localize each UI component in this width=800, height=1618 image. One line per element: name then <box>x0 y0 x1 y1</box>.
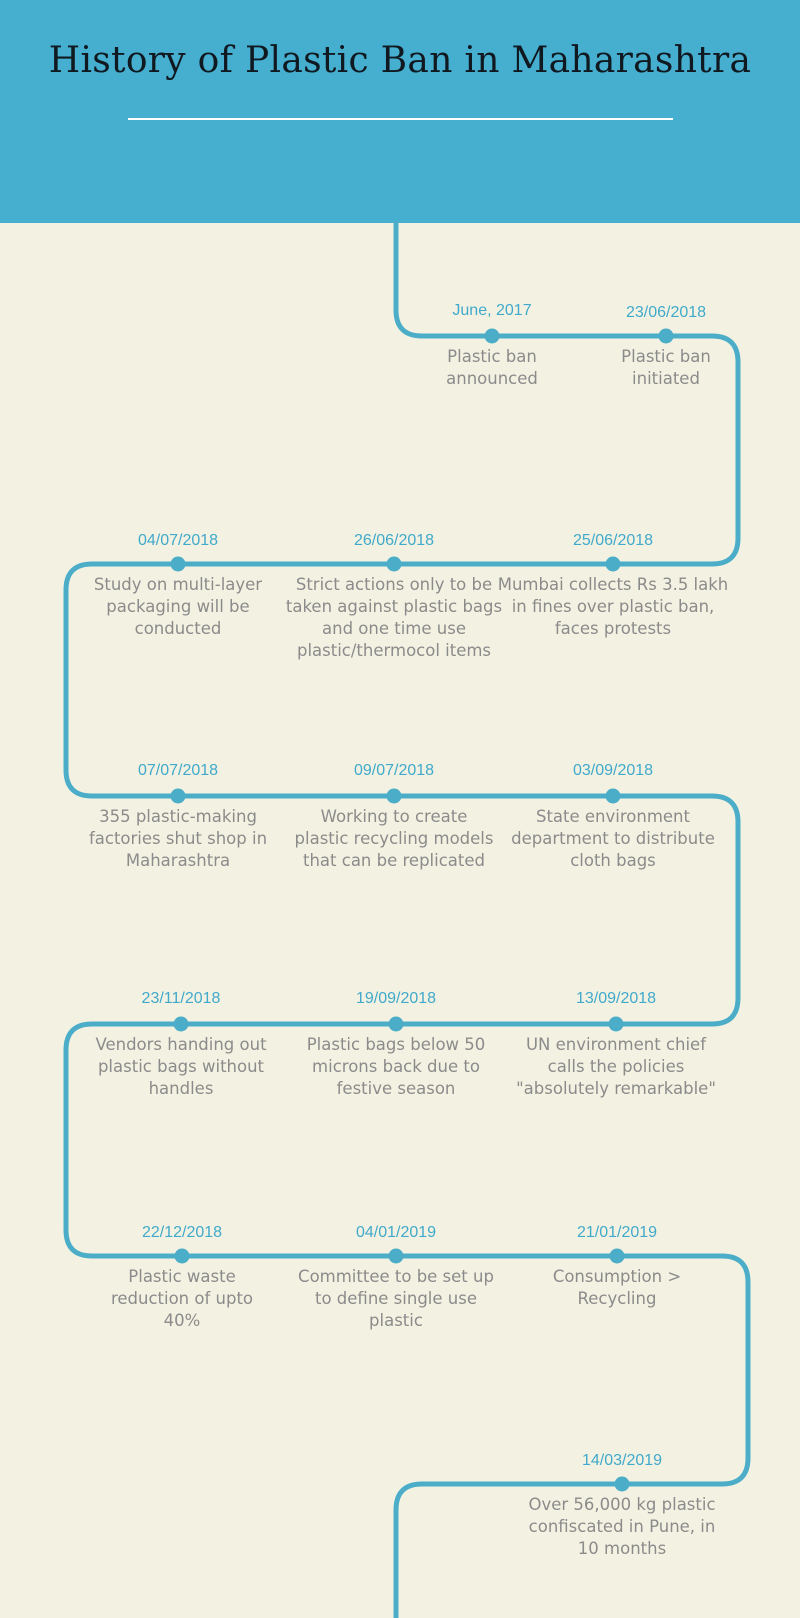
timeline-marker <box>387 789 402 804</box>
event-date: 04/07/2018 <box>137 532 219 549</box>
timeline-marker <box>175 1249 190 1264</box>
event-date: 23/06/2018 <box>625 304 707 321</box>
timeline-marker <box>606 789 621 804</box>
timeline-marker <box>615 1477 630 1492</box>
timeline-marker <box>485 329 500 344</box>
event-date: 09/07/2018 <box>353 762 435 779</box>
event-description: Study on multi-layer packaging will be conducted <box>93 575 263 638</box>
timeline-line <box>66 223 748 1618</box>
timeline-marker <box>606 557 621 572</box>
timeline-marker <box>659 329 674 344</box>
event-description: State environment department to distribute cloth bags <box>511 807 715 870</box>
event-description: Plastic ban initiated <box>621 347 711 388</box>
event-date: 14/03/2019 <box>581 1452 663 1469</box>
event-description: Plastic bags below 50 microns back due to festive season <box>306 1035 486 1098</box>
event-description: 355 plastic-making factories shut shop in Maharashtra <box>88 807 268 870</box>
event-date: 03/09/2018 <box>572 762 654 779</box>
event-description: Committee to be set up to define single use plastic <box>298 1267 494 1330</box>
event-date: 23/11/2018 <box>141 990 221 1007</box>
event-description: Mumbai collects Rs 3.5 lakh in fines over plastic ban, faces protests <box>497 575 729 638</box>
event-date: 21/01/2019 <box>576 1224 658 1241</box>
timeline-marker <box>389 1249 404 1264</box>
event-date: 25/06/2018 <box>572 532 654 549</box>
event-description: Working to create plastic recycling models that can be replicated <box>294 807 494 870</box>
event-description: Plastic ban announced <box>446 347 538 388</box>
event-description: UN environment chief calls the policies "absolutely remarkable" <box>516 1035 716 1098</box>
event-description: Consumption > Recycling <box>552 1267 682 1308</box>
event-date: 13/09/2018 <box>575 990 657 1007</box>
event-description: Plastic waste reduction of upto 40% <box>110 1267 254 1330</box>
timeline-marker <box>389 1017 404 1032</box>
event-date: 19/09/2018 <box>355 990 437 1007</box>
timeline-marker <box>171 557 186 572</box>
event-description: Over 56,000 kg plastic confiscated in Pune, in 10 months <box>528 1495 716 1558</box>
timeline-marker <box>174 1017 189 1032</box>
event-date: 07/07/2018 <box>137 762 219 779</box>
timeline-marker <box>609 1017 624 1032</box>
timeline-marker <box>171 789 186 804</box>
event-date: 04/01/2019 <box>355 1224 437 1241</box>
page-title: History of Plastic Ban in Maharashtra <box>48 40 752 81</box>
timeline-marker <box>387 557 402 572</box>
event-description: Strict actions only to be taken against plastic bags and one time use plastic/thermocol items <box>285 575 503 660</box>
event-date: 22/12/2018 <box>141 1224 223 1241</box>
event-date: 26/06/2018 <box>353 532 435 549</box>
event-description: Vendors handing out plastic bags without handles <box>95 1035 267 1098</box>
timeline-marker <box>610 1249 625 1264</box>
event-date: June, 2017 <box>452 302 532 319</box>
